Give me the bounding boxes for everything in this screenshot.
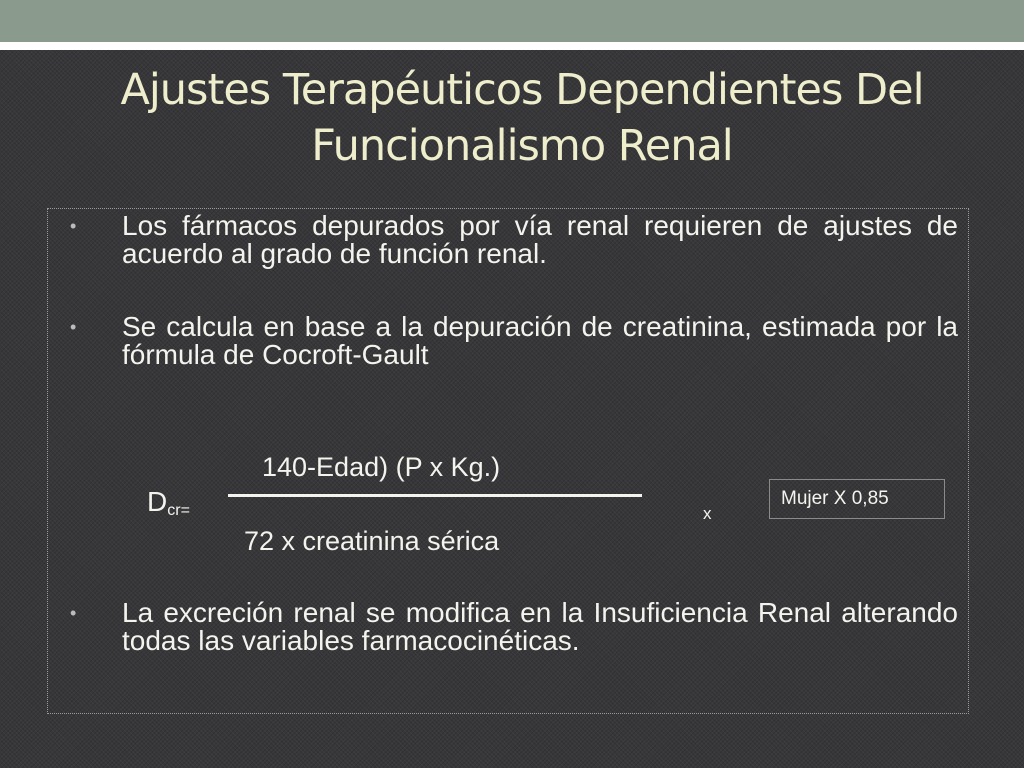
header-band	[0, 0, 1024, 42]
header-stripe	[0, 42, 1024, 50]
fraction-bar	[228, 494, 642, 497]
bullet-text: La excreción renal se modifica en la Insuficiencia Renal alterando todas las variables farmacocinéticas.	[122, 597, 958, 656]
bullet-item	[70, 599, 958, 655]
bullet-marker: •	[70, 603, 77, 623]
formula-lhs-symbol: D	[147, 486, 168, 517]
bullet-item	[70, 212, 958, 268]
female-correction-box: Mujer X 0,85	[769, 479, 945, 519]
formula-denominator: 72 x creatinina sérica	[244, 526, 500, 556]
bullet-marker: •	[70, 317, 77, 337]
bullet-text: Se calcula en base a la depuración de creatinina, estimada por la fórmula de Cocroft-Gault	[122, 311, 958, 370]
bullet-marker: •	[70, 216, 77, 236]
formula-lhs-subscript: cr=	[167, 502, 190, 519]
formula-lhs	[147, 487, 190, 522]
formula-numerator: 140-Edad) (P x Kg.)	[262, 452, 501, 482]
multiplier-symbol: x	[703, 504, 712, 523]
slide-title: Ajustes Terapéuticos Dependientes Del Funcionalismo Renal	[120, 65, 924, 171]
bullet-text: Los fármacos depurados por vía renal requieren de ajustes de acuerdo al grado de función renal.	[122, 210, 958, 269]
bullet-item	[70, 313, 958, 369]
